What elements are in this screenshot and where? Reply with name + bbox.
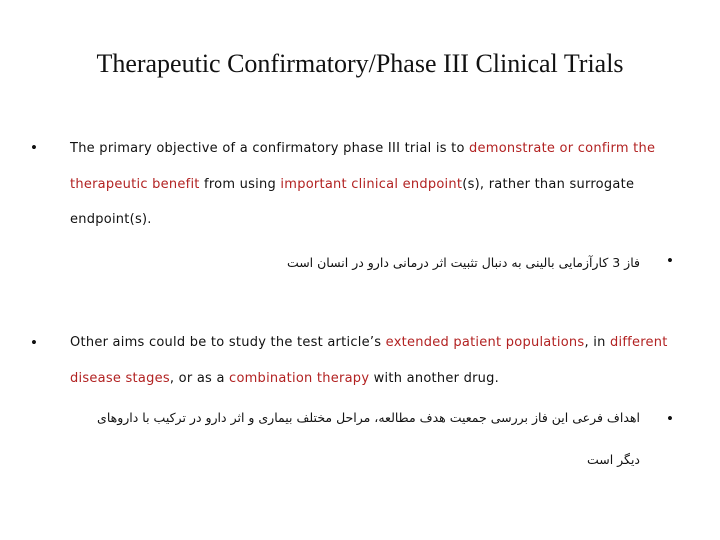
bullet-3-highlight-different: different <box>609 335 668 350</box>
bullet-marker: • <box>667 251 673 270</box>
bullet-1-line-2-text: from using <box>199 177 281 192</box>
bullet-3-line-1-mid: , in <box>584 335 610 350</box>
bullet-3-line-1 <box>70 335 668 350</box>
bullet-1-line-1 <box>70 141 655 156</box>
slide-title: Therapeutic Confirmatory/Phase III Clinical Trials <box>96 49 624 78</box>
bullet-1-highlight-therapeutic-benefit: therapeutic benefit <box>70 177 200 192</box>
bullet-4-persian-line-2: دیگر است <box>586 452 640 467</box>
bullet-marker: • <box>667 409 673 428</box>
bullet-1-highlight-clinical-endpoint: important clinical endpoint <box>280 177 463 192</box>
bullet-marker: • <box>31 138 37 157</box>
bullet-marker: • <box>31 333 37 352</box>
bullet-3-line-2-text: , or as a <box>169 371 230 386</box>
bullet-1-line-2-end: (s), rather than surrogate <box>462 177 635 192</box>
bullet-1-line-2 <box>70 177 634 192</box>
bullet-4-persian-line-1: اهداف فرعی این فاز بررسی جمعیت هدف مطالعه، مراحل مختلف بیماری و اثر دارو در ترکیب با داروهای <box>97 410 640 425</box>
bullet-3-line-1-text: Other aims could be to study the test article’s <box>70 335 386 350</box>
bullet-3-highlight-populations: extended patient populations <box>385 335 585 350</box>
bullet-3-highlight-disease-stages: disease stages <box>70 371 170 386</box>
bullet-1-highlight-demonstrate: demonstrate or confirm the <box>469 141 656 156</box>
bullet-3-highlight-combination-therapy: combination therapy <box>229 371 370 386</box>
bullet-3-line-2-end: with another drug. <box>369 371 500 386</box>
bullet-3-line-2 <box>70 371 499 386</box>
bullet-2-persian-text: فاز 3 کارآزمایی بالینی به دنبال تثبیت اثر درمانی دارو در انسان است <box>286 255 640 270</box>
bullet-1-line-3: endpoint(s). <box>70 212 152 227</box>
bullet-1-line-1-text: The primary objective of a confirmatory phase III trial is to <box>70 141 470 156</box>
